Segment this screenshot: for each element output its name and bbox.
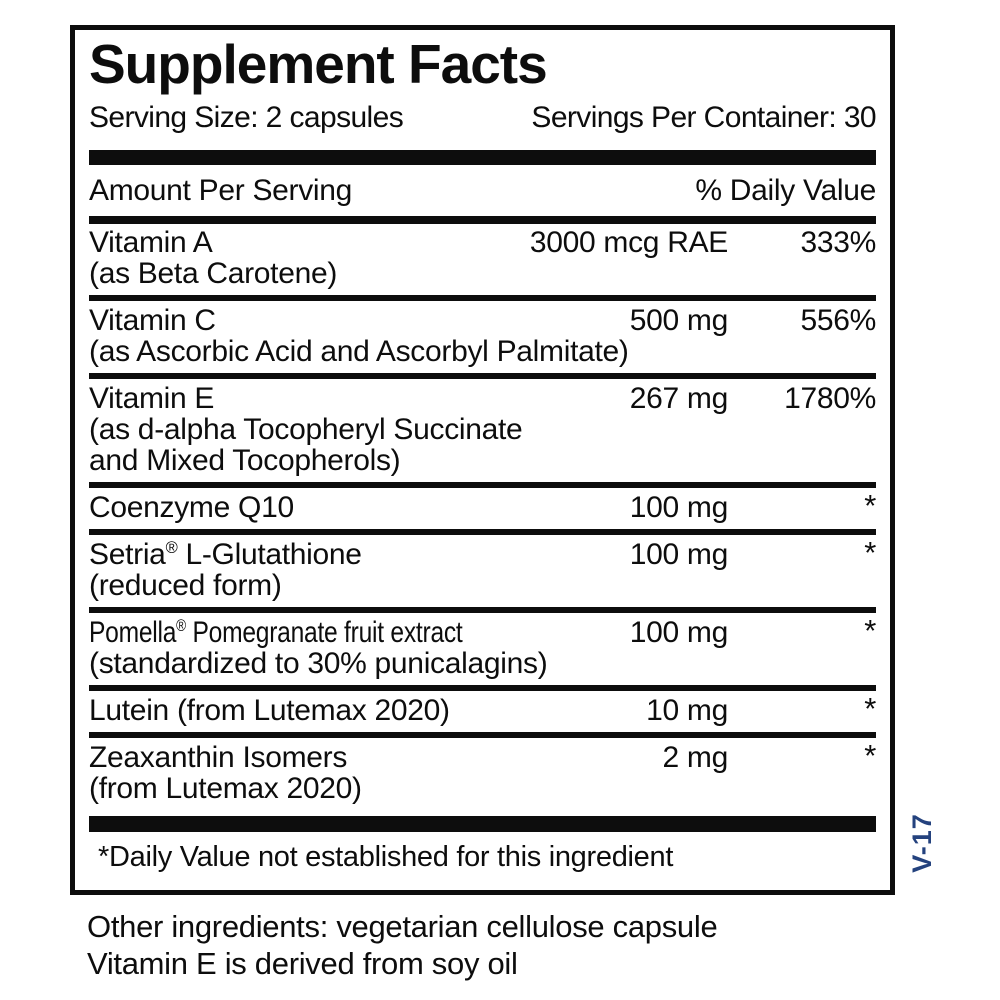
ingredient-name: Vitamin A (89, 226, 213, 259)
ingredient-daily-value: 333% (800, 226, 876, 259)
serving-size: Serving Size: 2 capsules (89, 101, 404, 134)
ingredient-name: Zeaxanthin Isomers (89, 741, 348, 774)
ingredient-source-note: (reduced form) (89, 569, 282, 602)
ingredient-name: Pomella® Pomegranate fruit extract (89, 616, 463, 649)
other-ingredients-line: Other ingredients: vegetarian cellulose capsule (87, 909, 718, 944)
ingredient-row-vitamin-c (89, 302, 876, 367)
panel-title: Supplement Facts (89, 33, 547, 95)
serving-info (89, 100, 876, 136)
label-version-code: V-17 (907, 813, 937, 873)
divider-thick-top (89, 150, 876, 165)
ingredient-amount: 2 mg (662, 741, 728, 774)
ingredient-source-note: (as Ascorbic Acid and Ascorbyl Palmitate) (89, 335, 629, 368)
daily-value-footnote: *Daily Value not established for this ingredient (98, 841, 674, 873)
ingredient-name: Setria® L-Glutathione (89, 538, 362, 571)
ingredient-source-note: (from Lutemax 2020) (89, 772, 362, 805)
ingredient-row-zeaxanthin (89, 739, 876, 804)
ingredient-amount: 500 mg (629, 304, 728, 337)
ingredient-amount: 100 mg (629, 538, 728, 571)
ingredient-amount: 267 mg (629, 382, 728, 415)
ingredient-row-l-glutathione (89, 536, 876, 601)
row-divider (89, 373, 876, 379)
row-divider (89, 685, 876, 691)
ingredient-daily-value: * (864, 488, 876, 523)
row-divider (89, 295, 876, 301)
ingredient-amount: 100 mg (629, 616, 728, 649)
ingredient-source-note: and Mixed Tocopherols) (89, 444, 401, 477)
divider-thick-bottom (89, 816, 876, 832)
row-divider (89, 607, 876, 613)
divider-header (89, 216, 876, 224)
supplement-facts-panel (70, 25, 895, 895)
daily-value-column-header: % Daily Value (695, 174, 876, 207)
row-divider (89, 482, 876, 488)
ingredient-name: Vitamin C (89, 304, 216, 337)
ingredient-daily-value: * (864, 691, 876, 726)
other-ingredients (87, 908, 717, 982)
ingredient-name: Vitamin E (89, 382, 215, 415)
ingredient-amount: 100 mg (629, 491, 728, 524)
ingredient-daily-value: 556% (800, 304, 876, 337)
ingredient-row-vitamin-e (89, 380, 876, 476)
ingredient-row-vitamin-a (89, 224, 876, 289)
ingredient-source-note: (as Beta Carotene) (89, 257, 338, 290)
servings-per-container: Servings Per Container: 30 (531, 101, 876, 134)
ingredient-row-coenzyme-q10 (89, 489, 876, 523)
ingredient-row-lutein (89, 692, 876, 726)
amount-column-header: Amount Per Serving (89, 174, 353, 207)
ingredient-row-pomegranate-extract (89, 614, 876, 679)
other-ingredients-line: Vitamin E is derived from soy oil (87, 946, 518, 981)
row-divider (89, 529, 876, 535)
ingredient-daily-value: * (864, 535, 876, 570)
ingredient-source-note: (as d-alpha Tocopheryl Succinate (89, 413, 523, 446)
ingredient-daily-value: 1780% (784, 382, 876, 415)
ingredient-amount: 3000 mcg RAE (529, 226, 728, 259)
ingredient-source-note: (standardized to 30% punicalagins) (89, 647, 548, 680)
row-divider (89, 732, 876, 738)
ingredient-name: Coenzyme Q10 (89, 491, 294, 524)
column-header-row (89, 173, 876, 209)
ingredient-daily-value: * (864, 613, 876, 648)
ingredient-amount: 10 mg (646, 694, 728, 727)
ingredient-daily-value: * (864, 738, 876, 773)
ingredient-name: Lutein (from Lutemax 2020) (89, 694, 450, 727)
